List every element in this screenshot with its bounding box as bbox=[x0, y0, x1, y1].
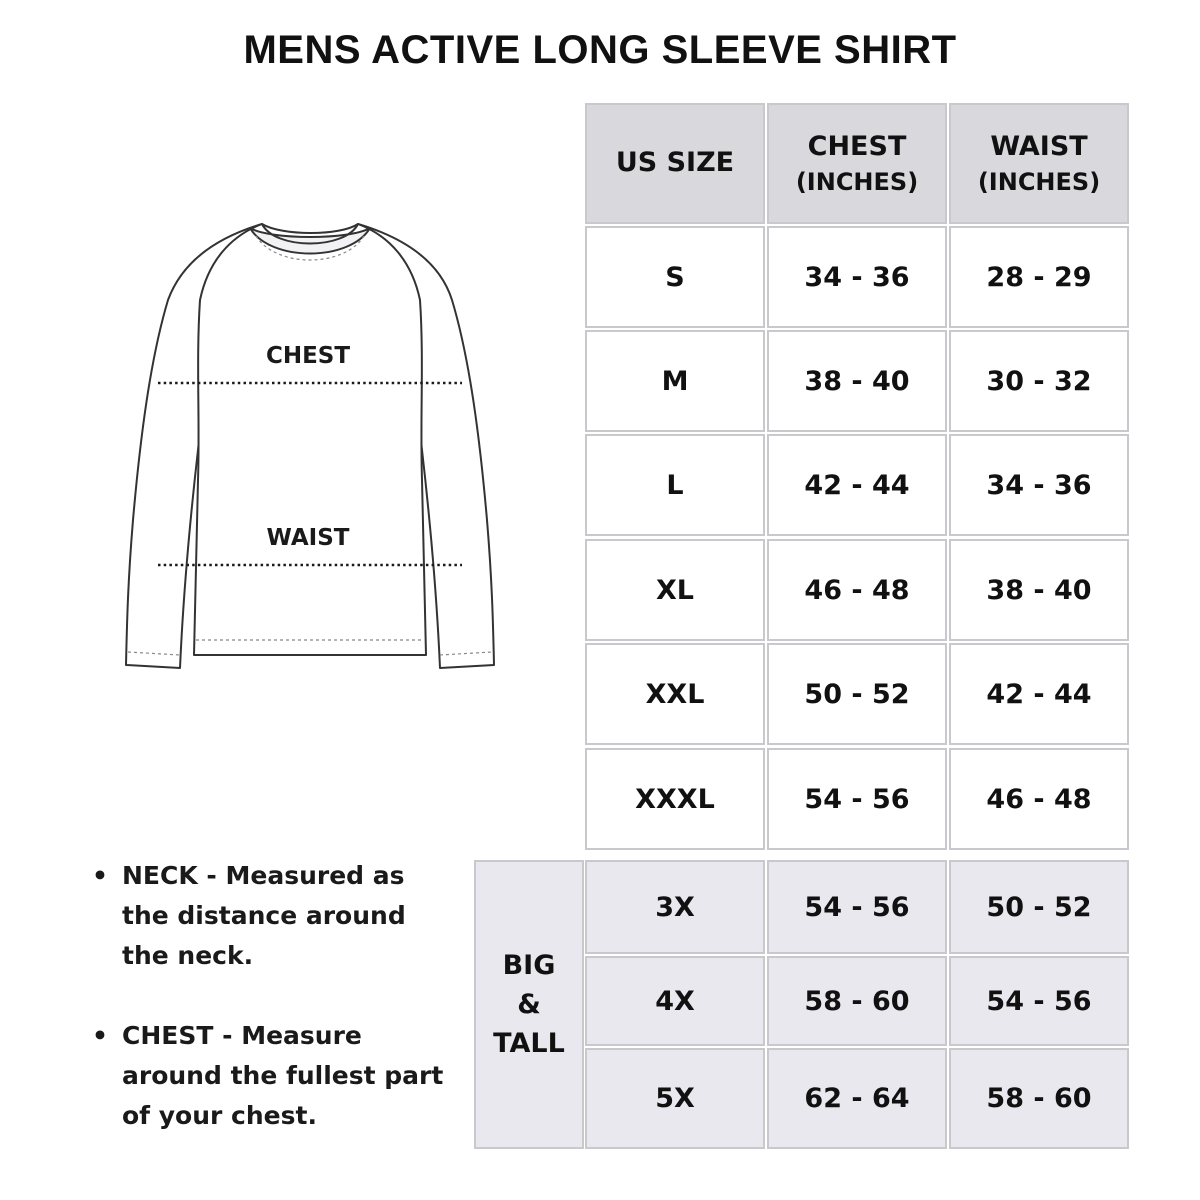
waist-cell: 42 - 44 bbox=[949, 643, 1129, 745]
chest-cell: 58 - 60 bbox=[767, 956, 947, 1046]
waist-cell: 50 - 52 bbox=[949, 860, 1129, 954]
waist-cell: 28 - 29 bbox=[949, 226, 1129, 328]
chest-cell: 54 - 56 bbox=[767, 860, 947, 954]
long-sleeve-shirt-icon bbox=[110, 210, 510, 690]
note-line: CHEST - Measure bbox=[122, 1021, 362, 1050]
note-line: the neck. bbox=[122, 941, 254, 970]
chest-cell: 50 - 52 bbox=[767, 643, 947, 745]
header-us-size-text: US SIZE bbox=[615, 147, 735, 179]
size-cell: 5X bbox=[585, 1048, 765, 1149]
big-tall-line: BIG bbox=[502, 949, 556, 981]
neck-note bbox=[90, 856, 450, 976]
size-cell: M bbox=[585, 330, 765, 432]
size-cell: L bbox=[585, 434, 765, 536]
header-chest-unit: (INCHES) bbox=[795, 167, 919, 196]
note-line: around the fullest part bbox=[122, 1061, 444, 1090]
size-cell: XXXL bbox=[585, 748, 765, 850]
chest-cell: 54 - 56 bbox=[767, 748, 947, 850]
waist-cell: 58 - 60 bbox=[949, 1048, 1129, 1149]
header-waist-title: WAIST bbox=[990, 131, 1088, 163]
note-line: NECK - Measured as bbox=[122, 861, 405, 890]
header-waist bbox=[949, 103, 1129, 224]
big-tall-line: & bbox=[517, 988, 541, 1020]
bullet-icon: • bbox=[92, 861, 108, 890]
chest-cell: 34 - 36 bbox=[767, 226, 947, 328]
header-chest-title: CHEST bbox=[807, 131, 907, 163]
header-chest bbox=[767, 103, 947, 224]
note-line: of your chest. bbox=[122, 1101, 317, 1130]
chest-cell: 42 - 44 bbox=[767, 434, 947, 536]
chest-cell: 46 - 48 bbox=[767, 539, 947, 641]
waist-label: WAIST bbox=[266, 525, 350, 551]
waist-cell: 38 - 40 bbox=[949, 539, 1129, 641]
waist-cell: 34 - 36 bbox=[949, 434, 1129, 536]
header-us-size bbox=[585, 103, 765, 224]
chest-label: CHEST bbox=[265, 343, 351, 369]
waist-cell: 46 - 48 bbox=[949, 748, 1129, 850]
chest-note bbox=[90, 1016, 450, 1136]
size-cell: 4X bbox=[585, 956, 765, 1046]
chest-cell: 38 - 40 bbox=[767, 330, 947, 432]
page-title: MENS ACTIVE LONG SLEEVE SHIRT bbox=[243, 28, 957, 72]
header-waist-unit: (INCHES) bbox=[977, 167, 1101, 196]
size-cell: 3X bbox=[585, 860, 765, 954]
size-cell: XL bbox=[585, 539, 765, 641]
size-cell: S bbox=[585, 226, 765, 328]
waist-cell: 54 - 56 bbox=[949, 956, 1129, 1046]
big-tall-label bbox=[474, 860, 584, 1149]
size-cell: XXL bbox=[585, 643, 765, 745]
big-tall-line: TALL bbox=[493, 1028, 565, 1060]
bullet-icon: • bbox=[92, 1021, 108, 1050]
waist-cell: 30 - 32 bbox=[949, 330, 1129, 432]
shirt-diagram bbox=[110, 210, 510, 690]
chest-cell: 62 - 64 bbox=[767, 1048, 947, 1149]
note-line: the distance around bbox=[122, 901, 406, 930]
